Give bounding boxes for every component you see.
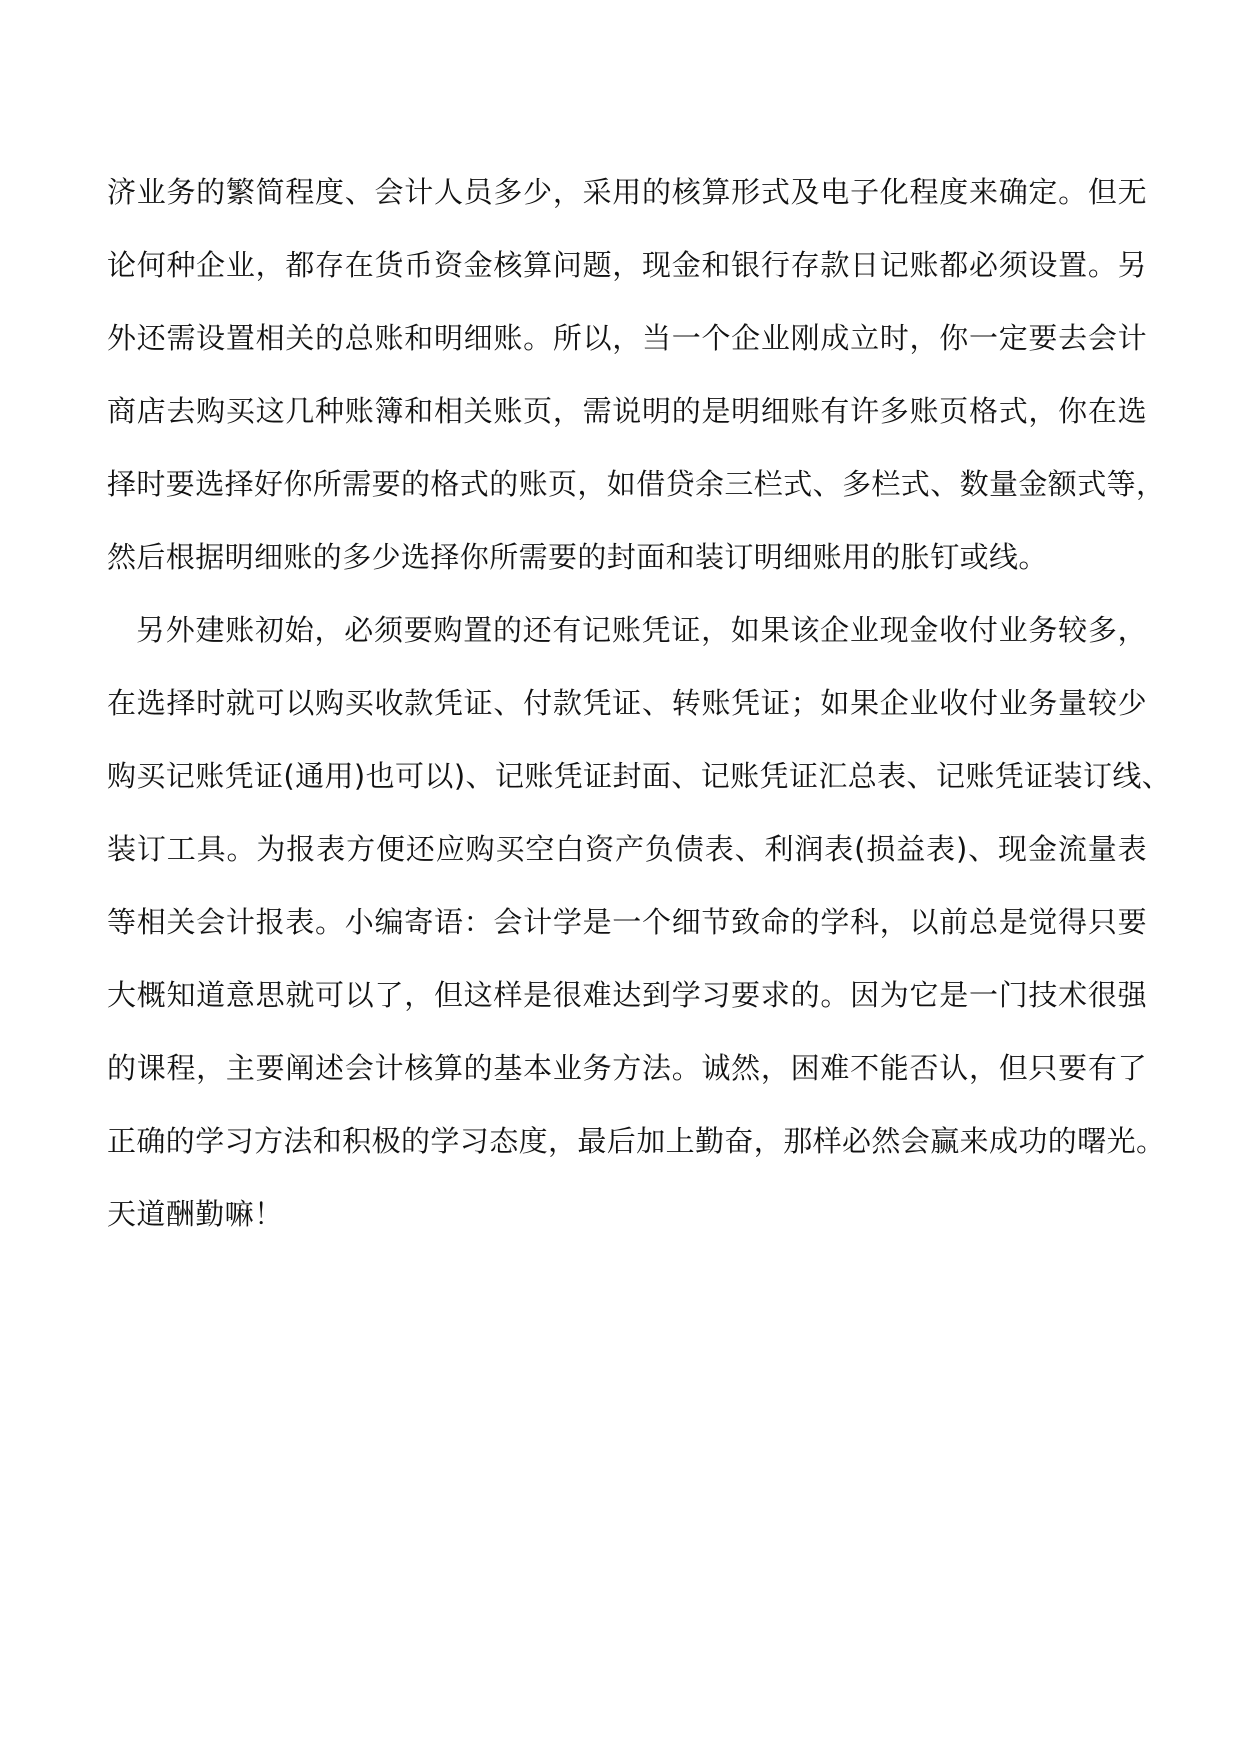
text-line: 天道酬勤嘛！ [107, 1197, 284, 1231]
text-line: 外还需设置相关的总账和明细账。所以，当一个企业刚成立时，你一定要去会计 [107, 321, 1147, 355]
text-line: 装订工具。为报表方便还应购买空白资产负债表、利润表(损益表)、现金流量表 [107, 832, 1147, 866]
paragraph-2 [107, 600, 1172, 1257]
text-line: 大概知道意思就可以了，但这样是很难达到学习要求的。因为它是一门技术很强 [107, 978, 1147, 1012]
text-line: 择时要选择好你所需要的格式的账页，如借贷余三栏式、多栏式、数量金额式等， [107, 467, 1166, 501]
body-text [107, 162, 1172, 1257]
text-line: 另外建账初始，必须要购置的还有记账凭证，如果该企业现金收付业务较多， [136, 613, 1147, 647]
paragraph-1 [107, 162, 1166, 600]
text-line: 然后根据明细账的多少选择你所需要的封面和装订明细账用的胀钉或线。 [107, 540, 1048, 574]
text-line: 等相关会计报表。小编寄语：会计学是一个细节致命的学科，以前总是觉得只要 [107, 905, 1147, 939]
text-line: 购买记账凭证(通用)也可以)、记账凭证封面、记账凭证汇总表、记账凭证装订线、 [107, 759, 1172, 793]
text-line: 正确的学习方法和积极的学习态度，最后加上勤奋，那样必然会赢来成功的曙光。 [107, 1124, 1166, 1158]
text-line: 济业务的繁简程度、会计人员多少，采用的核算形式及电子化程度来确定。但无 [107, 175, 1147, 209]
text-line: 商店去购买这几种账簿和相关账页，需说明的是明细账有许多账页格式，你在选 [107, 394, 1147, 428]
text-line: 的课程，主要阐述会计核算的基本业务方法。诚然，困难不能否认，但只要有了 [107, 1051, 1147, 1085]
text-line: 论何种企业，都存在货币资金核算问题，现金和银行存款日记账都必须设置。另 [107, 248, 1147, 282]
text-line: 在选择时就可以购买收款凭证、付款凭证、转账凭证；如果企业收付业务量较少 [107, 686, 1147, 720]
